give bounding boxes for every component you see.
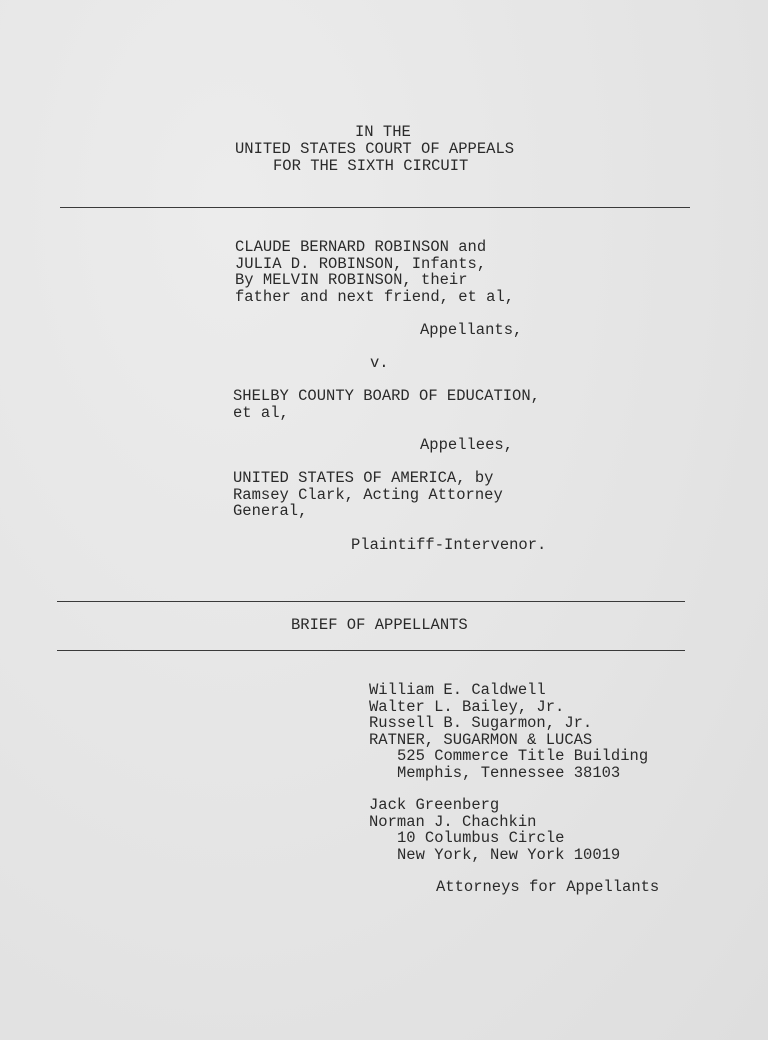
counsel-name-4: Jack Greenberg	[369, 796, 500, 814]
intervenor-role: Plaintiff-Intervenor.	[351, 536, 547, 554]
caption-circuit: FOR THE SIXTH CIRCUIT	[273, 157, 469, 175]
appellee-line-2: et al,	[233, 404, 289, 422]
caption-court-name: UNITED STATES COURT OF APPEALS	[235, 140, 515, 158]
caption-in-the: IN THE	[355, 123, 411, 141]
counsel-address-4: New York, New York 10019	[397, 846, 621, 864]
brief-title: BRIEF OF APPELLANTS	[291, 616, 468, 634]
appellant-line-4: father and next friend, et al,	[235, 288, 515, 306]
counsel-address-2: Memphis, Tennessee 38103	[397, 764, 621, 782]
middle-divider	[57, 601, 685, 602]
appellees-role: Appellees,	[420, 436, 514, 454]
appellant-line-2: JULIA D. ROBINSON, Infants,	[235, 255, 487, 273]
appellant-line-1: CLAUDE BERNARD ROBINSON and	[235, 238, 487, 256]
intervenor-line-1: UNITED STATES OF AMERICA, by	[233, 469, 494, 487]
counsel-address-3: 10 Columbus Circle	[397, 829, 565, 847]
versus: v.	[370, 354, 389, 372]
counsel-name-2: Walter L. Bailey, Jr.	[369, 698, 565, 716]
counsel-name-1: William E. Caldwell	[369, 681, 546, 699]
lower-divider	[57, 650, 685, 651]
appellee-line-1: SHELBY COUNTY BOARD OF EDUCATION,	[233, 387, 540, 405]
appellant-line-3: By MELVIN ROBINSON, their	[235, 271, 468, 289]
appellants-role: Appellants,	[420, 321, 523, 339]
intervenor-line-3: General,	[233, 502, 308, 520]
counsel-address-1: 525 Commerce Title Building	[397, 747, 649, 765]
intervenor-line-2: Ramsey Clark, Acting Attorney	[233, 486, 503, 504]
top-divider	[60, 207, 690, 208]
counsel-name-3: Russell B. Sugarmon, Jr.	[369, 714, 593, 732]
counsel-firm: RATNER, SUGARMON & LUCAS	[369, 731, 593, 749]
counsel-name-5: Norman J. Chachkin	[369, 813, 537, 831]
counsel-signature: Attorneys for Appellants	[436, 878, 660, 896]
